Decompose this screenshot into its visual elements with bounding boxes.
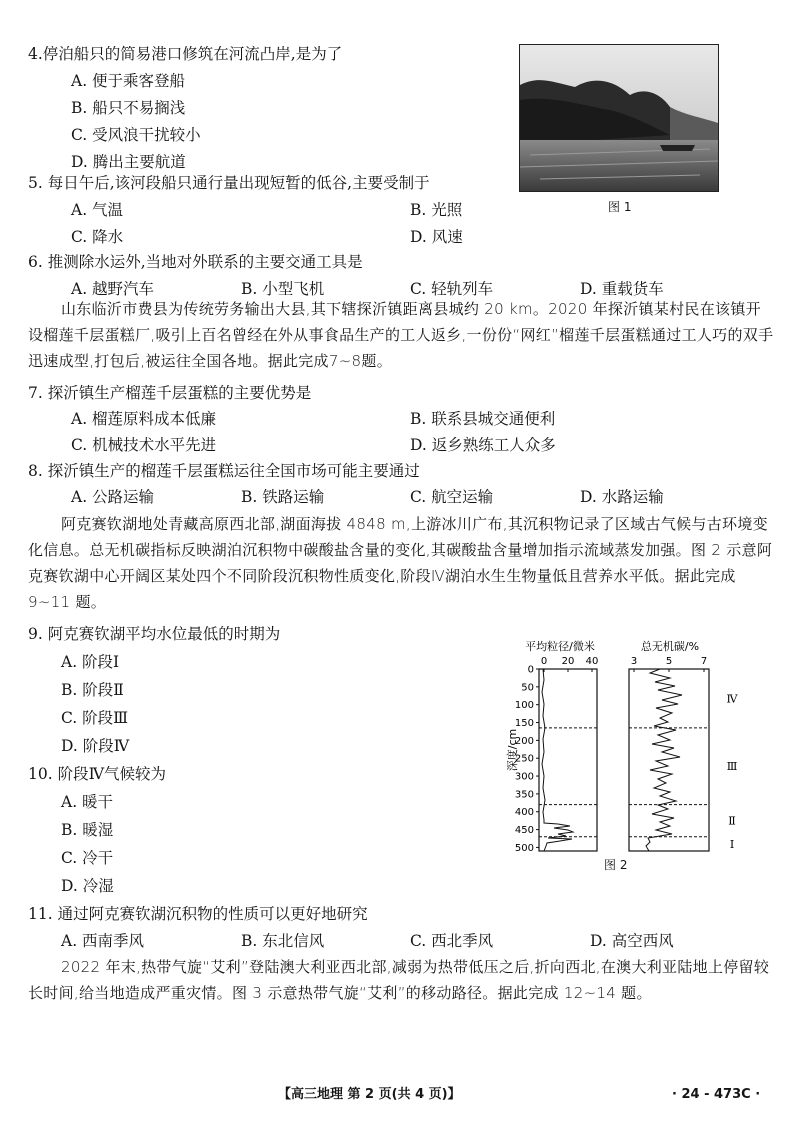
x-tick-label: 3 [630, 656, 638, 667]
q9-option-d: D. 阶段Ⅳ [61, 737, 130, 755]
q4-stem: 4.停泊船只的简易港口修筑在河流凸岸,是为了 [28, 45, 343, 63]
y-tick-label: 200 [514, 735, 534, 747]
q8-option-c: C. 航空运输 [410, 488, 494, 506]
x-tick-label: 0 [540, 656, 548, 667]
q6-option-a: A. 越野汽车 [71, 280, 155, 298]
q8-option-a: A. 公路运输 [71, 488, 155, 506]
q5-option-b: B. 光照 [410, 201, 463, 219]
q5-option-d: D. 风速 [410, 228, 463, 246]
q11-option-d: D. 高空西风 [590, 932, 674, 950]
q7-option-b: B. 联系县城交通便利 [410, 410, 556, 428]
q7-option-c: C. 机械技术水平先进 [71, 436, 217, 454]
q9-stem: 9. 阿克赛钦湖平均水位最低的时期为 [28, 625, 281, 643]
q8-option-d: D. 水路运输 [580, 488, 664, 506]
y-tick-label: 300 [514, 771, 534, 783]
panel-title-carbon: 总无机碳/% [640, 640, 700, 653]
q7-stem: 7. 探沂镇生产榴莲千层蛋糕的主要优势是 [28, 384, 312, 402]
q10-option-c: C. 冷干 [61, 849, 114, 867]
q7-option-d: D. 返乡熟练工人众多 [410, 436, 556, 454]
figure-1-photo [519, 44, 719, 192]
x-tick-label: 7 [700, 656, 708, 667]
passage-12-14: 2022 年末,热带气旋“艾利”登陆澳大利亚西北部,减弱为热带低压之后,折向西北,在澳大利亚陆地上停留较长时间,给当地造成严重灾情。图 3 示意热带气旋“艾利”的移动路径。据此完成 12~14 题。 [28, 958, 770, 1002]
footer-code: · 24 - 473C · [672, 1087, 761, 1102]
q4-option-b: B. 船只不易搁浅 [71, 99, 186, 117]
y-tick-label: 250 [514, 753, 534, 765]
stage-label: Ⅲ [726, 760, 738, 774]
q4-option-c: C. 受风浪干扰较小 [71, 126, 201, 144]
q8-option-b: B. 铁路运输 [241, 488, 325, 506]
y-tick-label: 500 [514, 842, 534, 854]
q11-option-a: A. 西南季风 [61, 932, 145, 950]
q7-option-a: A. 榴莲原料成本低廉 [71, 410, 217, 428]
x-tick-label: 5 [665, 656, 673, 667]
q11-option-b: B. 东北信风 [241, 932, 325, 950]
total-inorganic-carbon-curve [646, 669, 682, 851]
q6-option-b: B. 小型飞机 [241, 280, 325, 298]
grain-size-curve [542, 669, 573, 851]
stage-label: Ⅱ [728, 814, 736, 828]
y-tick-label: 400 [514, 807, 534, 819]
q4-option-a: A. 便于乘客登船 [71, 72, 186, 90]
q6-option-d: D. 重载货车 [580, 280, 664, 298]
passage-9-11: 阿克赛钦湖地处青藏高原西北部,湖面海拔 4848 m,上游冰川广布,其沉积物记录了区域古气候与古环境变化信息。总无机碳指标反映湖泊沉积物中碳酸盐含量的变化,其碳酸盐含量增加指示流域蒸发加强。图 2 示意阿克赛钦湖中心开阔区某处四个不同阶段沉积物性质变化,阶段Ⅳ湖泊水生生物量低且营养水平低。据此完成 9~11 题。 [28, 515, 773, 611]
q9-option-a: A. 阶段Ⅰ [61, 653, 120, 671]
figure-2-chart [500, 640, 760, 880]
y-tick-label: 50 [521, 682, 534, 694]
footer-page-info: 【高三地理 第 2 页(共 4 页)】 [278, 1087, 461, 1102]
q11-stem: 11. 通过阿克赛钦湖沉积物的性质可以更好地研究 [28, 905, 368, 923]
y-tick-label: 350 [514, 789, 534, 801]
y-tick-label: 0 [527, 664, 534, 676]
x-tick-label: 20 [561, 656, 575, 667]
figure-2-caption: 图 2 [604, 858, 628, 872]
stage-label: Ⅰ [729, 837, 735, 851]
figure-1-caption: 图 1 [608, 200, 632, 214]
q6-option-c: C. 轻轨列车 [410, 280, 494, 298]
y-tick-label: 450 [514, 825, 534, 837]
q11-option-c: C. 西北季风 [410, 932, 494, 950]
panel-title-grain-size: 平均粒径/微米 [525, 640, 595, 653]
q10-option-b: B. 暖湿 [61, 821, 114, 839]
passage-7-8: 山东临沂市费县为传统劳务输出大县,其下辖探沂镇距离县城约 20 km。2020 年探沂镇某村民在该镇开设榴莲千层蛋糕厂,吸引上百名曾经在外从事食品生产的工人返乡,一份份“网红”榴莲千层蛋糕通过工人巧的双手迅速成型,打包后,被运往全国各地。据此完成7~8题。 [28, 300, 774, 370]
q9-option-b: B. 阶段Ⅱ [61, 681, 124, 699]
q10-option-a: A. 暖干 [61, 793, 114, 811]
q6-stem: 6. 推测除水运外,当地对外联系的主要交通工具是 [28, 253, 363, 271]
q10-option-d: D. 冷湿 [61, 877, 114, 895]
q4-option-d: D. 腾出主要航道 [71, 153, 186, 171]
q10-stem: 10. 阶段Ⅳ气候较为 [28, 765, 167, 783]
q8-stem: 8. 探沂镇生产的榴莲千层蛋糕运往全国市场可能主要通过 [28, 462, 420, 480]
x-tick-label: 40 [585, 656, 599, 667]
q5-stem: 5. 每日午后,该河段船只通行量出现短暂的低谷,主要受制于 [28, 174, 430, 192]
y-tick-label: 150 [514, 718, 534, 730]
panel-carbon-frame [629, 669, 709, 851]
q5-option-a: A. 气温 [71, 201, 124, 219]
y-tick-label: 100 [514, 700, 534, 712]
y-axis-label: 深度/cm [506, 728, 519, 772]
stage-label: Ⅳ [726, 692, 738, 706]
q5-option-c: C. 降水 [71, 228, 124, 246]
q9-option-c: C. 阶段Ⅲ [61, 709, 129, 727]
